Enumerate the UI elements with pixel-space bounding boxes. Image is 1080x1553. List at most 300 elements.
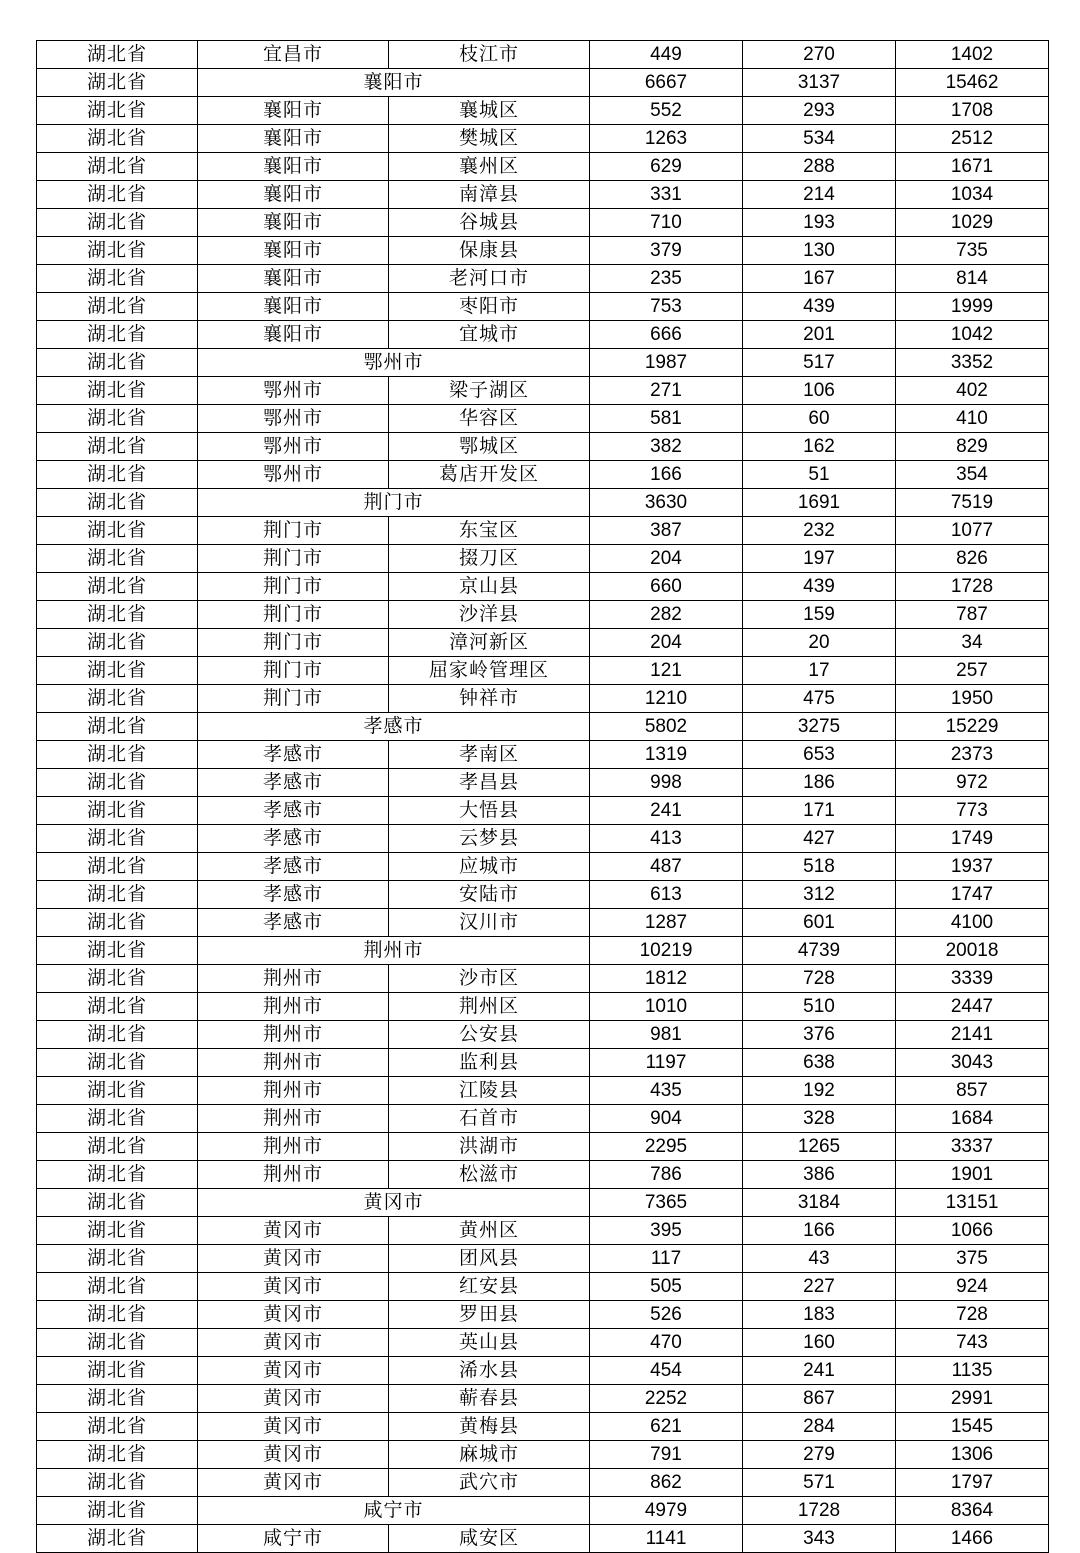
table-row <box>37 237 1049 265</box>
cell-value-1: 4979 <box>590 1497 743 1525</box>
cell-value-2: 312 <box>743 881 896 909</box>
table-row <box>37 1413 1049 1441</box>
cell-county: 公安县 <box>389 1021 590 1049</box>
cell-value-1: 629 <box>590 153 743 181</box>
cell-county: 东宝区 <box>389 517 590 545</box>
cell-value-1: 1263 <box>590 125 743 153</box>
cell-value-1: 379 <box>590 237 743 265</box>
cell-city: 荆州市 <box>198 1133 389 1161</box>
cell-province: 湖北省 <box>37 1189 198 1217</box>
cell-province: 湖北省 <box>37 1469 198 1497</box>
table-row <box>37 321 1049 349</box>
cell-value-1: 904 <box>590 1105 743 1133</box>
cell-value-3: 15462 <box>896 69 1049 97</box>
cell-value-2: 186 <box>743 769 896 797</box>
cell-value-3: 1466 <box>896 1525 1049 1553</box>
table-row <box>37 769 1049 797</box>
cell-value-3: 1901 <box>896 1161 1049 1189</box>
cell-value-1: 1987 <box>590 349 743 377</box>
cell-county: 鄂城区 <box>389 433 590 461</box>
cell-city: 孝感市 <box>198 741 389 769</box>
table-row <box>37 601 1049 629</box>
table-row <box>37 517 1049 545</box>
cell-city: 黄冈市 <box>198 1469 389 1497</box>
table-row <box>37 41 1049 69</box>
cell-value-2: 518 <box>743 853 896 881</box>
cell-province: 湖北省 <box>37 1497 198 1525</box>
cell-county: 襄城区 <box>389 97 590 125</box>
cell-value-2: 166 <box>743 1217 896 1245</box>
cell-city: 黄冈市 <box>198 1329 389 1357</box>
cell-province: 湖北省 <box>37 181 198 209</box>
cell-value-2: 510 <box>743 993 896 1021</box>
cell-province: 湖北省 <box>37 629 198 657</box>
cell-value-2: 20 <box>743 629 896 657</box>
cell-value-1: 387 <box>590 517 743 545</box>
cell-value-1: 454 <box>590 1357 743 1385</box>
cell-province: 湖北省 <box>37 1357 198 1385</box>
cell-value-3: 354 <box>896 461 1049 489</box>
cell-city: 黄冈市 <box>198 1245 389 1273</box>
cell-county: 漳河新区 <box>389 629 590 657</box>
cell-county: 屈家岭管理区 <box>389 657 590 685</box>
cell-city: 鄂州市 <box>198 405 389 433</box>
cell-province: 湖北省 <box>37 545 198 573</box>
cell-province: 湖北省 <box>37 1413 198 1441</box>
table-row <box>37 1469 1049 1497</box>
cell-province: 湖北省 <box>37 601 198 629</box>
cell-value-1: 1141 <box>590 1525 743 1553</box>
cell-province: 湖北省 <box>37 685 198 713</box>
cell-value-3: 728 <box>896 1301 1049 1329</box>
cell-value-3: 972 <box>896 769 1049 797</box>
cell-province: 湖北省 <box>37 1525 198 1553</box>
cell-value-1: 117 <box>590 1245 743 1273</box>
cell-province: 湖北省 <box>37 433 198 461</box>
table-row <box>37 1385 1049 1413</box>
cell-city: 荆门市 <box>198 657 389 685</box>
cell-value-3: 2512 <box>896 125 1049 153</box>
table-row <box>37 377 1049 405</box>
cell-county: 应城市 <box>389 853 590 881</box>
cell-value-2: 3137 <box>743 69 896 97</box>
cell-value-2: 192 <box>743 1077 896 1105</box>
cell-value-2: 284 <box>743 1413 896 1441</box>
cell-value-1: 3630 <box>590 489 743 517</box>
cell-value-1: 166 <box>590 461 743 489</box>
cell-value-2: 227 <box>743 1273 896 1301</box>
cell-value-2: 183 <box>743 1301 896 1329</box>
cell-province: 湖北省 <box>37 825 198 853</box>
cell-province: 湖北省 <box>37 741 198 769</box>
cell-province: 湖北省 <box>37 965 198 993</box>
cell-province: 湖北省 <box>37 1077 198 1105</box>
cell-value-3: 1684 <box>896 1105 1049 1133</box>
cell-value-2: 159 <box>743 601 896 629</box>
cell-county: 云梦县 <box>389 825 590 853</box>
cell-value-3: 787 <box>896 601 1049 629</box>
cell-city: 荆州市 <box>198 1049 389 1077</box>
table-row <box>37 937 1049 965</box>
cell-city: 荆州市 <box>198 1077 389 1105</box>
cell-county: 蕲春县 <box>389 1385 590 1413</box>
cell-province: 湖北省 <box>37 293 198 321</box>
cell-value-3: 2991 <box>896 1385 1049 1413</box>
table-row <box>37 1077 1049 1105</box>
cell-city: 孝感市 <box>198 797 389 825</box>
cell-value-2: 193 <box>743 209 896 237</box>
cell-county: 大悟县 <box>389 797 590 825</box>
cell-value-2: 571 <box>743 1469 896 1497</box>
cell-county: 团风县 <box>389 1245 590 1273</box>
cell-value-3: 410 <box>896 405 1049 433</box>
cell-value-1: 382 <box>590 433 743 461</box>
cell-county: 老河口市 <box>389 265 590 293</box>
cell-county: 洪湖市 <box>389 1133 590 1161</box>
cell-city: 孝感市 <box>198 769 389 797</box>
cell-city-total: 襄阳市 <box>198 69 590 97</box>
cell-province: 湖北省 <box>37 461 198 489</box>
cell-value-2: 653 <box>743 741 896 769</box>
cell-city-total: 荆门市 <box>198 489 590 517</box>
cell-value-1: 1010 <box>590 993 743 1021</box>
cell-value-2: 232 <box>743 517 896 545</box>
cell-value-3: 13151 <box>896 1189 1049 1217</box>
cell-value-3: 2141 <box>896 1021 1049 1049</box>
table-row <box>37 1161 1049 1189</box>
cell-city: 荆门市 <box>198 685 389 713</box>
cell-province: 湖北省 <box>37 1441 198 1469</box>
cell-city-total: 咸宁市 <box>198 1497 590 1525</box>
cell-city: 荆门市 <box>198 573 389 601</box>
cell-city-total: 荆州市 <box>198 937 590 965</box>
cell-city: 荆州市 <box>198 1021 389 1049</box>
cell-value-3: 7519 <box>896 489 1049 517</box>
cell-city: 荆州市 <box>198 965 389 993</box>
cell-province: 湖北省 <box>37 377 198 405</box>
table-row <box>37 1301 1049 1329</box>
cell-county: 沙市区 <box>389 965 590 993</box>
table-row <box>37 405 1049 433</box>
cell-county: 罗田县 <box>389 1301 590 1329</box>
cell-province: 湖北省 <box>37 1217 198 1245</box>
cell-value-1: 449 <box>590 41 743 69</box>
cell-value-2: 427 <box>743 825 896 853</box>
cell-value-2: 279 <box>743 1441 896 1469</box>
cell-province: 湖北省 <box>37 573 198 601</box>
cell-value-3: 1671 <box>896 153 1049 181</box>
cell-value-1: 2252 <box>590 1385 743 1413</box>
cell-value-3: 1042 <box>896 321 1049 349</box>
cell-value-1: 204 <box>590 629 743 657</box>
cell-value-3: 1728 <box>896 573 1049 601</box>
cell-value-2: 386 <box>743 1161 896 1189</box>
cell-value-1: 487 <box>590 853 743 881</box>
table-row <box>37 853 1049 881</box>
cell-city: 荆门市 <box>198 601 389 629</box>
cell-city: 黄冈市 <box>198 1273 389 1301</box>
cell-city: 荆州市 <box>198 993 389 1021</box>
cell-value-2: 43 <box>743 1245 896 1273</box>
cell-city: 襄阳市 <box>198 125 389 153</box>
cell-value-2: 3275 <box>743 713 896 741</box>
cell-value-3: 2447 <box>896 993 1049 1021</box>
cell-value-2: 214 <box>743 181 896 209</box>
cell-city: 襄阳市 <box>198 97 389 125</box>
cell-value-2: 171 <box>743 797 896 825</box>
cell-value-1: 666 <box>590 321 743 349</box>
cell-city: 黄冈市 <box>198 1385 389 1413</box>
cell-province: 湖北省 <box>37 125 198 153</box>
table-row <box>37 825 1049 853</box>
cell-province: 湖北省 <box>37 1329 198 1357</box>
cell-value-1: 998 <box>590 769 743 797</box>
cell-province: 湖北省 <box>37 1161 198 1189</box>
cell-value-2: 293 <box>743 97 896 125</box>
cell-value-3: 1135 <box>896 1357 1049 1385</box>
cell-province: 湖北省 <box>37 713 198 741</box>
cell-city: 孝感市 <box>198 853 389 881</box>
cell-province: 湖北省 <box>37 1105 198 1133</box>
cell-city: 鄂州市 <box>198 461 389 489</box>
table-row <box>37 125 1049 153</box>
table-row <box>37 153 1049 181</box>
cell-value-3: 2373 <box>896 741 1049 769</box>
cell-value-1: 552 <box>590 97 743 125</box>
table-row <box>37 461 1049 489</box>
cell-province: 湖北省 <box>37 1049 198 1077</box>
table-row <box>37 545 1049 573</box>
table-row <box>37 209 1049 237</box>
cell-county: 孝昌县 <box>389 769 590 797</box>
cell-city-total: 黄冈市 <box>198 1189 590 1217</box>
cell-city: 荆门市 <box>198 545 389 573</box>
cell-county: 监利县 <box>389 1049 590 1077</box>
cell-value-1: 621 <box>590 1413 743 1441</box>
cell-county: 襄州区 <box>389 153 590 181</box>
cell-value-2: 534 <box>743 125 896 153</box>
cell-city: 孝感市 <box>198 909 389 937</box>
cell-county: 浠水县 <box>389 1357 590 1385</box>
cell-city: 鄂州市 <box>198 433 389 461</box>
cell-value-1: 710 <box>590 209 743 237</box>
table-row <box>37 993 1049 1021</box>
cell-county: 宜城市 <box>389 321 590 349</box>
cell-value-2: 328 <box>743 1105 896 1133</box>
cell-value-3: 924 <box>896 1273 1049 1301</box>
table-row <box>37 965 1049 993</box>
cell-value-3: 1066 <box>896 1217 1049 1245</box>
cell-value-3: 826 <box>896 545 1049 573</box>
cell-value-3: 4100 <box>896 909 1049 937</box>
cell-value-1: 613 <box>590 881 743 909</box>
cell-value-2: 167 <box>743 265 896 293</box>
cell-value-3: 1029 <box>896 209 1049 237</box>
table-row <box>37 181 1049 209</box>
cell-city: 荆州市 <box>198 1161 389 1189</box>
table-row <box>37 97 1049 125</box>
cell-value-3: 3043 <box>896 1049 1049 1077</box>
table-row <box>37 629 1049 657</box>
cell-value-3: 1937 <box>896 853 1049 881</box>
table-row <box>37 349 1049 377</box>
cell-value-3: 773 <box>896 797 1049 825</box>
cell-city: 黄冈市 <box>198 1217 389 1245</box>
cell-county: 钟祥市 <box>389 685 590 713</box>
cell-province: 湖北省 <box>37 1273 198 1301</box>
table-row <box>37 1525 1049 1553</box>
table-row <box>37 741 1049 769</box>
cell-value-2: 638 <box>743 1049 896 1077</box>
cell-value-2: 241 <box>743 1357 896 1385</box>
cell-value-2: 601 <box>743 909 896 937</box>
cell-value-1: 6667 <box>590 69 743 97</box>
cell-province: 湖北省 <box>37 517 198 545</box>
cell-county: 英山县 <box>389 1329 590 1357</box>
cell-county: 麻城市 <box>389 1441 590 1469</box>
cell-county: 红安县 <box>389 1273 590 1301</box>
cell-value-1: 10219 <box>590 937 743 965</box>
cell-value-3: 1797 <box>896 1469 1049 1497</box>
cell-value-3: 1077 <box>896 517 1049 545</box>
cell-value-1: 1287 <box>590 909 743 937</box>
cell-province: 湖北省 <box>37 853 198 881</box>
cell-value-1: 7365 <box>590 1189 743 1217</box>
cell-value-2: 160 <box>743 1329 896 1357</box>
cell-province: 湖北省 <box>37 909 198 937</box>
cell-city: 襄阳市 <box>198 321 389 349</box>
cell-value-2: 4739 <box>743 937 896 965</box>
cell-county: 咸安区 <box>389 1525 590 1553</box>
cell-value-1: 862 <box>590 1469 743 1497</box>
cell-province: 湖北省 <box>37 797 198 825</box>
cell-county: 黄梅县 <box>389 1413 590 1441</box>
cell-province: 湖北省 <box>37 69 198 97</box>
cell-value-1: 660 <box>590 573 743 601</box>
cell-city: 襄阳市 <box>198 237 389 265</box>
cell-county: 保康县 <box>389 237 590 265</box>
cell-value-1: 786 <box>590 1161 743 1189</box>
cell-value-3: 1950 <box>896 685 1049 713</box>
cell-province: 湖北省 <box>37 769 198 797</box>
cell-value-3: 814 <box>896 265 1049 293</box>
cell-value-1: 241 <box>590 797 743 825</box>
cell-province: 湖北省 <box>37 349 198 377</box>
cell-province: 湖北省 <box>37 265 198 293</box>
cell-value-1: 331 <box>590 181 743 209</box>
cell-value-2: 162 <box>743 433 896 461</box>
cell-county: 枣阳市 <box>389 293 590 321</box>
table-row <box>37 1245 1049 1273</box>
cell-province: 湖北省 <box>37 937 198 965</box>
cell-county: 梁子湖区 <box>389 377 590 405</box>
cell-value-3: 1034 <box>896 181 1049 209</box>
cell-value-1: 121 <box>590 657 743 685</box>
cell-value-3: 3339 <box>896 965 1049 993</box>
cell-county: 江陵县 <box>389 1077 590 1105</box>
cell-value-2: 130 <box>743 237 896 265</box>
cell-county: 安陆市 <box>389 881 590 909</box>
table-row <box>37 1497 1049 1525</box>
cell-province: 湖北省 <box>37 321 198 349</box>
cell-value-3: 735 <box>896 237 1049 265</box>
cell-province: 湖北省 <box>37 405 198 433</box>
cell-county: 孝南区 <box>389 741 590 769</box>
cell-city: 荆州市 <box>198 1105 389 1133</box>
cell-county: 掇刀区 <box>389 545 590 573</box>
cell-value-2: 270 <box>743 41 896 69</box>
table-row <box>37 433 1049 461</box>
cell-city: 襄阳市 <box>198 209 389 237</box>
cell-province: 湖北省 <box>37 1245 198 1273</box>
cell-province: 湖北省 <box>37 1133 198 1161</box>
cell-province: 湖北省 <box>37 1385 198 1413</box>
cell-city: 宜昌市 <box>198 41 389 69</box>
cell-value-3: 8364 <box>896 1497 1049 1525</box>
cell-value-2: 376 <box>743 1021 896 1049</box>
table-row <box>37 1217 1049 1245</box>
cell-value-3: 829 <box>896 433 1049 461</box>
table-row <box>37 489 1049 517</box>
table-row <box>37 1133 1049 1161</box>
cell-county: 葛店开发区 <box>389 461 590 489</box>
cell-province: 湖北省 <box>37 881 198 909</box>
cell-value-3: 257 <box>896 657 1049 685</box>
cell-value-1: 505 <box>590 1273 743 1301</box>
cell-value-2: 867 <box>743 1385 896 1413</box>
table-row <box>37 1105 1049 1133</box>
cell-province: 湖北省 <box>37 209 198 237</box>
cell-county: 沙洋县 <box>389 601 590 629</box>
cell-value-1: 981 <box>590 1021 743 1049</box>
table-row <box>37 1357 1049 1385</box>
table-row <box>37 1021 1049 1049</box>
cell-county: 黄州区 <box>389 1217 590 1245</box>
table-row <box>37 265 1049 293</box>
cell-value-1: 753 <box>590 293 743 321</box>
cell-province: 湖北省 <box>37 41 198 69</box>
cell-value-1: 271 <box>590 377 743 405</box>
table-row <box>37 1049 1049 1077</box>
cell-province: 湖北省 <box>37 237 198 265</box>
cell-value-3: 402 <box>896 377 1049 405</box>
cell-value-2: 3184 <box>743 1189 896 1217</box>
table-row <box>37 881 1049 909</box>
cell-value-2: 1691 <box>743 489 896 517</box>
cell-value-1: 1812 <box>590 965 743 993</box>
cell-city-total: 孝感市 <box>198 713 590 741</box>
cell-province: 湖北省 <box>37 97 198 125</box>
cell-county: 石首市 <box>389 1105 590 1133</box>
cell-county: 松滋市 <box>389 1161 590 1189</box>
cell-province: 湖北省 <box>37 993 198 1021</box>
cell-province: 湖北省 <box>37 1021 198 1049</box>
cell-value-2: 475 <box>743 685 896 713</box>
cell-city: 鄂州市 <box>198 377 389 405</box>
cell-city: 孝感市 <box>198 881 389 909</box>
cell-value-3: 1306 <box>896 1441 1049 1469</box>
table-row <box>37 909 1049 937</box>
table-row <box>37 293 1049 321</box>
table-row <box>37 713 1049 741</box>
cell-value-3: 857 <box>896 1077 1049 1105</box>
table-row <box>37 573 1049 601</box>
cell-city-total: 鄂州市 <box>198 349 590 377</box>
cell-value-3: 1708 <box>896 97 1049 125</box>
cell-value-1: 526 <box>590 1301 743 1329</box>
table-row <box>37 1329 1049 1357</box>
cell-value-2: 439 <box>743 293 896 321</box>
